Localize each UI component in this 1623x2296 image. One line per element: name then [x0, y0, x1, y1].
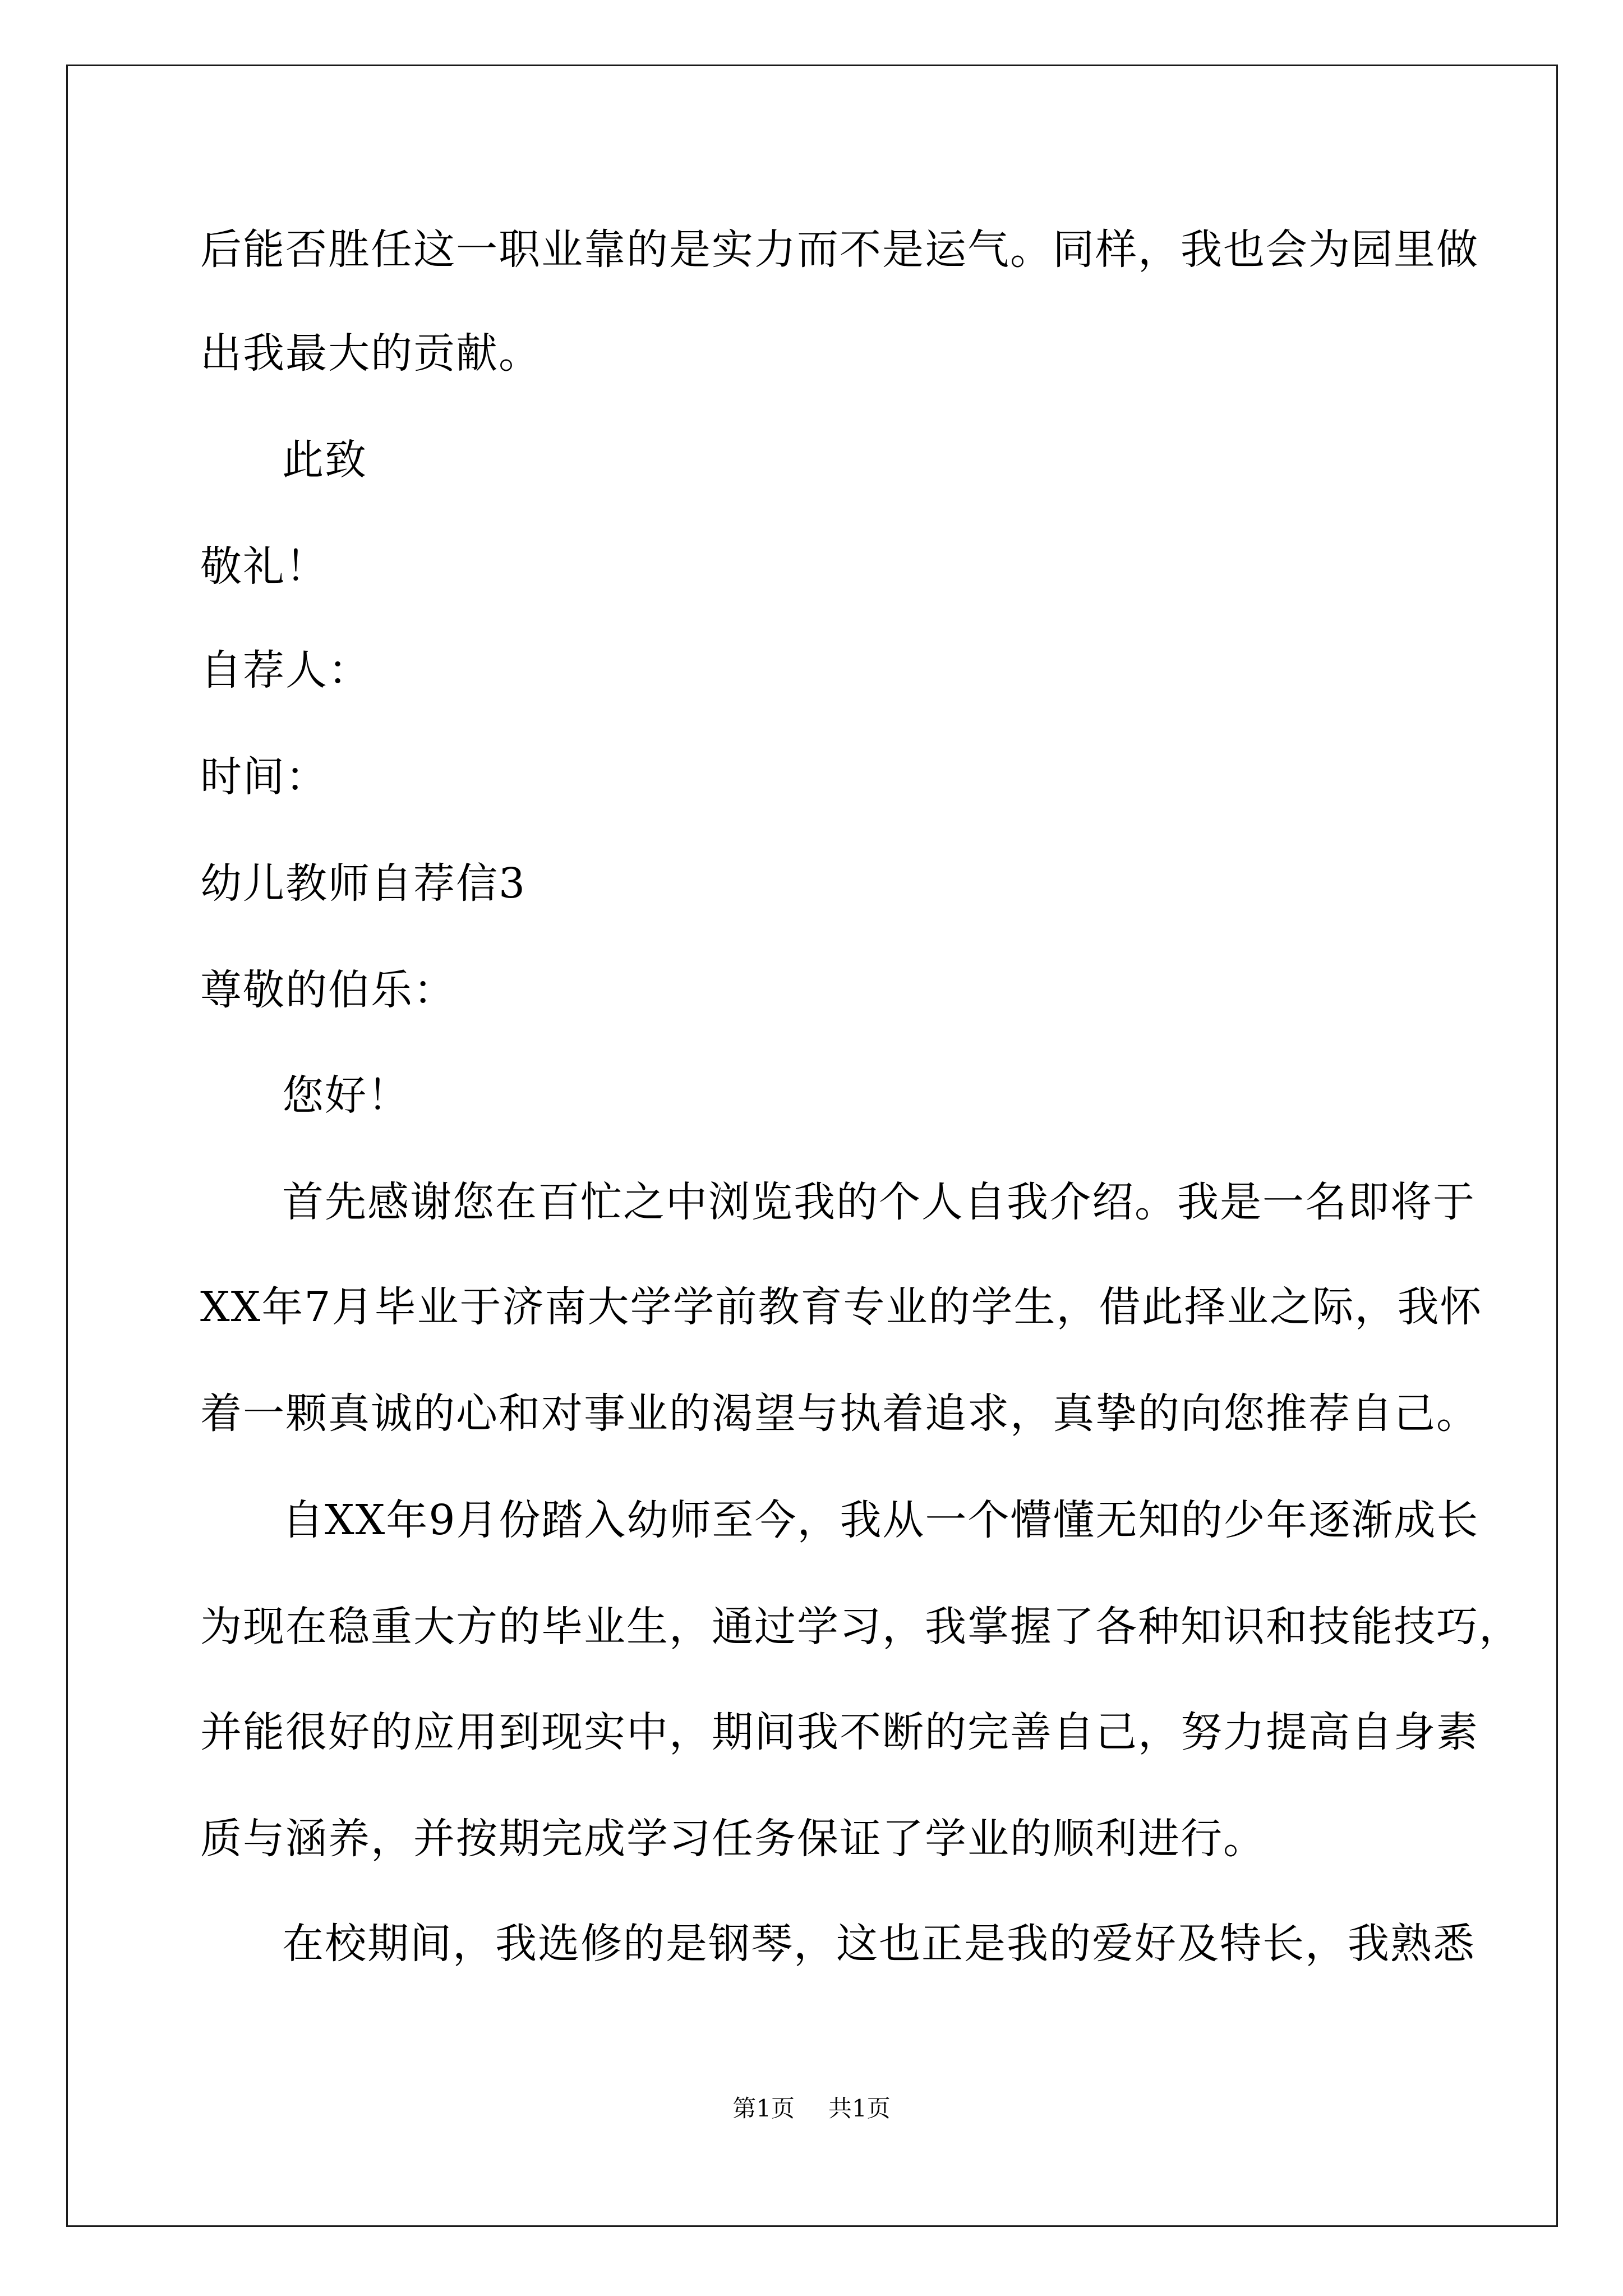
section-title: 幼儿教师自荐信3 — [200, 859, 527, 908]
page-number-total: 共1页 — [828, 2095, 891, 2122]
closing-regards: 敬礼！ — [200, 542, 328, 591]
paragraph-1-line-2: XX年7月毕业于济南大学学前教育专业的学生，借此择业之际，我怀 — [200, 1283, 1483, 1331]
closing-salutation: 此致 — [282, 436, 367, 484]
signature-label: 自荐人： — [200, 646, 371, 694]
greeting-hello: 您好！ — [282, 1071, 410, 1120]
paragraph-2-line-1: 自XX年9月份踏入幼师至今，我从一个懵懂无知的少年逐渐成长 — [282, 1496, 1479, 1544]
date-label: 时间： — [200, 753, 328, 801]
text-line-2: 出我最大的贡献。 — [200, 329, 541, 378]
paragraph-2-line-2: 为现在稳重大方的毕业生，通过学习，我掌握了各种知识和技能技巧， — [200, 1603, 1521, 1651]
text-line-1: 后能否胜任这一职业靠的是实力而不是运气。同样，我也会为园里做 — [200, 226, 1479, 274]
paragraph-1-line-1: 首先感谢您在百忙之中浏览我的个人自我介绍。我是一名即将于 — [282, 1178, 1476, 1226]
paragraph-2-line-3: 并能很好的应用到现实中，期间我不断的完善自己，努力提高自身素 — [200, 1708, 1479, 1756]
paragraph-3-line-1: 在校期间，我选修的是钢琴，这也正是我的爱好及特长，我熟悉 — [282, 1920, 1476, 1968]
page-number-current: 第1页 — [732, 2095, 795, 2122]
page-border — [66, 65, 1558, 2227]
greeting-recipient: 尊敬的伯乐： — [200, 966, 456, 1014]
page-footer — [0, 2095, 1623, 2123]
paragraph-1-line-3: 着一颗真诚的心和对事业的渴望与执着追求，真挚的向您推荐自己。 — [200, 1389, 1479, 1438]
paragraph-2-line-4: 质与涵养，并按期完成学习任务保证了学业的顺利进行。 — [200, 1815, 1266, 1863]
